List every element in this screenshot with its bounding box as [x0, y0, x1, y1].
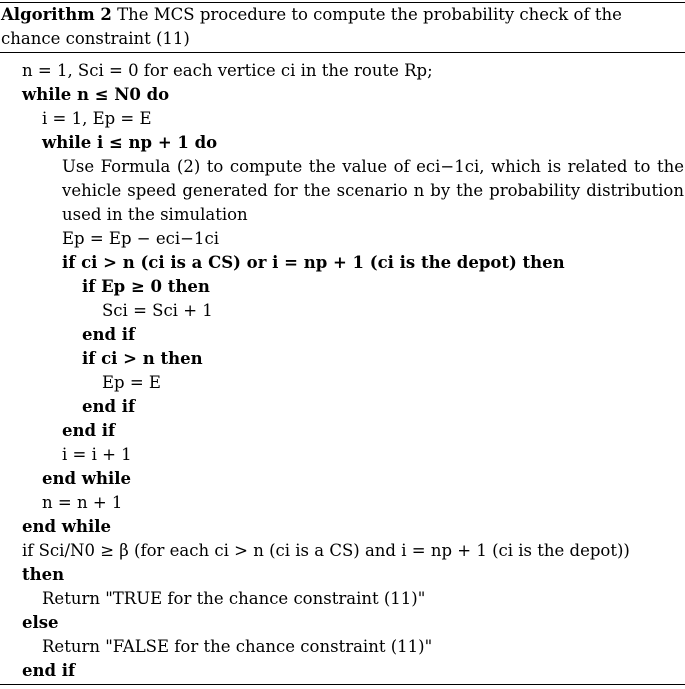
line-3: i = 1, Ep = E	[42, 109, 152, 128]
line-17: n = n + 1	[42, 493, 123, 512]
line-12: Ep = E	[102, 373, 161, 392]
caption-rule	[0, 52, 685, 53]
line-19: if Sci/N0 ≥ β (for each ci > n (ci is a CS) and i = np + 1 (ci is the depot))	[22, 541, 630, 560]
line-5: Use Formula (2) to compute the value of eci−1ci, which is related to the vehicle speed generated for the scenario n by the probability distribution used in the simulation	[62, 157, 684, 224]
algorithm-label: Algorithm 2	[1, 5, 112, 24]
bottom-rule	[0, 684, 685, 685]
algorithm-title: The MCS procedure to compute the probability check of the chance constraint (11)	[1, 5, 622, 48]
line-16: end while	[42, 469, 132, 488]
line-18: end while	[22, 517, 112, 536]
line-11: if ci > n then	[82, 349, 203, 368]
line-22: else	[22, 613, 59, 632]
line-21: Return "TRUE for the chance constraint (11)"	[42, 589, 426, 608]
algorithm-caption	[1, 3, 683, 51]
line-10: end if	[82, 325, 136, 344]
line-15: i = i + 1	[62, 445, 132, 464]
line-23: Return "FALSE for the chance constraint (11)"	[42, 637, 433, 656]
line-13: end if	[82, 397, 136, 416]
line-6: Ep = Ep − eci−1ci	[62, 229, 219, 248]
line-2: while n ≤ N0 do	[22, 85, 170, 104]
line-14: end if	[62, 421, 116, 440]
line-7: if ci > n (ci is a CS) or i = np + 1 (ci is the depot) then	[62, 253, 565, 272]
line-4: while i ≤ np + 1 do	[42, 133, 218, 152]
line-9: Sci = Sci + 1	[102, 301, 213, 320]
line-1: n = 1, Sci = 0 for each vertice ci in the route Rp;	[22, 61, 433, 80]
line-20: then	[22, 565, 65, 584]
line-8: if Ep ≥ 0 then	[82, 277, 210, 296]
line-24: end if	[22, 661, 76, 680]
